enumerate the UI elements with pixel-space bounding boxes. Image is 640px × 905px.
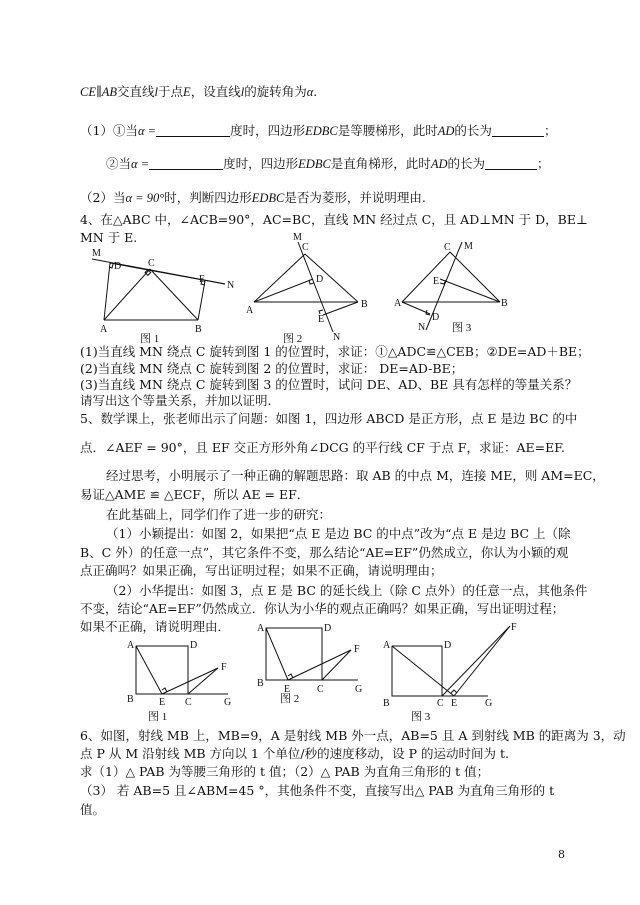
- p4-question-2: (2)当直线 MN 绕点 C 旋转到图 2 的位置时，求证： DE=AD-BE；: [80, 361, 464, 376]
- intro-line: CE∥AB交直线l于点E，设直线l的旋转角为α.: [80, 84, 318, 99]
- svg-text:E: E: [451, 698, 458, 709]
- svg-text:C: C: [444, 242, 451, 253]
- svg-text:D: D: [432, 312, 440, 323]
- p5-line-3: 经过思考，小明展示了一种正确的解题思路：取 AB 的中点 M，连接 ME，则 AM=EC，: [106, 468, 605, 483]
- svg-text:N: N: [227, 280, 235, 291]
- p4-line-1: 4、在△ABC 中，∠ACB=90°，AC=BC，直线 MN 经过点 C，且 AD⊥MN 于 D，BE⊥: [80, 212, 588, 227]
- p6-line-5: 值。: [80, 802, 106, 817]
- svg-text:F: F: [511, 622, 517, 633]
- p5-figures: [118, 620, 538, 725]
- svg-text:F: F: [354, 644, 360, 655]
- svg-text:G: G: [485, 698, 493, 709]
- svg-text:B: B: [257, 678, 264, 689]
- svg-text:图 1: 图 1: [148, 711, 168, 723]
- p5-line-7: B、C 外）的任意一点”，其它条件不变，那么结论“AE=EF”仍然成立，你认为小颖的观: [80, 545, 569, 560]
- p5-line-8: 点正确吗？如果正确，写出证明过程；如果不正确，请说明理由；: [80, 563, 443, 578]
- svg-text:D: D: [316, 274, 324, 285]
- p4-question-3b: 请写出这个等量关系，并加以证明.: [80, 393, 272, 408]
- svg-text:D: D: [324, 623, 332, 634]
- p6-line-4: （3） 若 AB=5 且∠ABM=45 °，其他条件不变，直接写出△ PAB 为直角三角形的 t: [80, 783, 555, 798]
- svg-text:图 2: 图 2: [280, 693, 300, 705]
- p5-line-1: 5、数学课上，张老师出示了问题：如图 1，四边形 ABCD 是正方形，点 E 是边 BC 的中: [80, 411, 578, 426]
- question-1-2: ②当α = 度时，四边形EDBC是直角梯形，此时AD的长为 ；: [106, 156, 550, 171]
- svg-text:B: B: [195, 324, 202, 335]
- svg-text:G: G: [355, 684, 363, 695]
- p5-line-5: 在此基础上，同学们作了进一步的研究：: [106, 507, 332, 522]
- p5-line-9: （2）小华提出：如图 3，点 E 是 BC 的延长线上（除 C 点外）的任意一点，其他条件: [106, 583, 588, 598]
- svg-text:C: C: [185, 697, 192, 708]
- svg-text:B: B: [127, 694, 134, 705]
- svg-text:A: A: [257, 623, 265, 634]
- p4-line-2: MN 于 E.: [80, 230, 138, 245]
- svg-text:M: M: [293, 232, 302, 243]
- svg-text:图 3: 图 3: [452, 322, 472, 334]
- question-2: （2）当α = 90°时，判断四边形EDBC是否为菱形，并说明理由.: [80, 190, 426, 205]
- svg-text:B: B: [383, 698, 390, 709]
- svg-text:图 2: 图 2: [283, 333, 303, 345]
- answer-blank[interactable]: [485, 157, 537, 170]
- question-1-1: （1）①当α = 度时，四边形EDBC是等腰梯形，此时AD的长为 ；: [80, 123, 557, 138]
- svg-text:E: E: [199, 274, 206, 285]
- svg-text:图 1: 图 1: [140, 333, 160, 345]
- p5-line-11: 如果不正确，请说明理由．: [80, 619, 231, 634]
- svg-text:A: A: [383, 640, 391, 651]
- svg-text:B: B: [501, 298, 508, 309]
- p4-question-3: (3)当直线 MN 绕点 C 旋转到图 3 的位置时，试问 DE、AD、BE 具有怎样的等量关系？: [80, 377, 578, 392]
- p5-line-6: （1）小颖提出：如图 2，如果把“点 E 是边 BC 的中点”改为“点 E 是边 BC 上（除: [106, 526, 571, 541]
- svg-text:E: E: [159, 697, 166, 708]
- svg-text:E: E: [284, 684, 291, 695]
- page-number: 8: [558, 848, 565, 861]
- svg-text:N: N: [333, 332, 341, 343]
- p4-question-1: (1)当直线 MN 绕点 C 旋转到图 1 的位置时，求证：①△ADC≌△CEB；②DE=AD＋BE；: [80, 344, 590, 359]
- svg-text:C: C: [302, 242, 309, 253]
- answer-blank[interactable]: [149, 157, 223, 170]
- p6-line-3: 求（1）△ PAB 为等腰三角形的 t 值；（2）△ PAB 为直角三角形的 t 值；: [80, 764, 490, 779]
- svg-text:A: A: [394, 298, 402, 309]
- svg-text:F: F: [221, 662, 227, 673]
- svg-text:A: A: [127, 640, 135, 651]
- svg-text:D: D: [114, 261, 122, 272]
- svg-text:M: M: [464, 241, 473, 252]
- svg-text:D: D: [444, 640, 452, 651]
- svg-text:A: A: [100, 324, 108, 335]
- p5-line-2: 点．∠AEF = 90°，且 EF 交正方形外角∠DCG 的平行线 CF 于点 F，求证：AE=EF.: [80, 440, 565, 455]
- svg-text:G: G: [224, 697, 232, 708]
- svg-text:图 3: 图 3: [411, 711, 431, 723]
- svg-text:C: C: [437, 698, 444, 709]
- svg-text:C: C: [317, 684, 324, 695]
- svg-text:E: E: [318, 314, 325, 325]
- p5-line-10: 不变，结论“AE=EF”仍然成立．你认为小华的观点正确吗？如果正确，写出证明过程；: [80, 601, 565, 616]
- answer-blank[interactable]: [156, 124, 230, 137]
- svg-text:B: B: [361, 299, 368, 310]
- svg-text:M: M: [92, 248, 101, 259]
- svg-text:D: D: [190, 640, 198, 651]
- p6-line-2: 点 P 从 M 沿射线 MB 方向以 1 个单位/秒的速度移动，设 P 的运动时间为 t.: [80, 746, 509, 761]
- p5-line-4: 易证△AME ≌ △ECF，所以 AE = EF．: [80, 487, 310, 502]
- svg-text:A: A: [246, 305, 254, 316]
- svg-text:C: C: [148, 258, 155, 269]
- svg-text:E: E: [433, 276, 440, 287]
- ce-parallel-ab: CE∥AB: [80, 85, 118, 99]
- answer-blank[interactable]: [492, 124, 544, 137]
- p6-line-1: 6、如图，射线 MB 上，MB=9，A 是射线 MB 外一点，AB=5 且 A 到射线 MB 的距离为 3，动: [80, 728, 626, 743]
- svg-text:N: N: [418, 322, 426, 333]
